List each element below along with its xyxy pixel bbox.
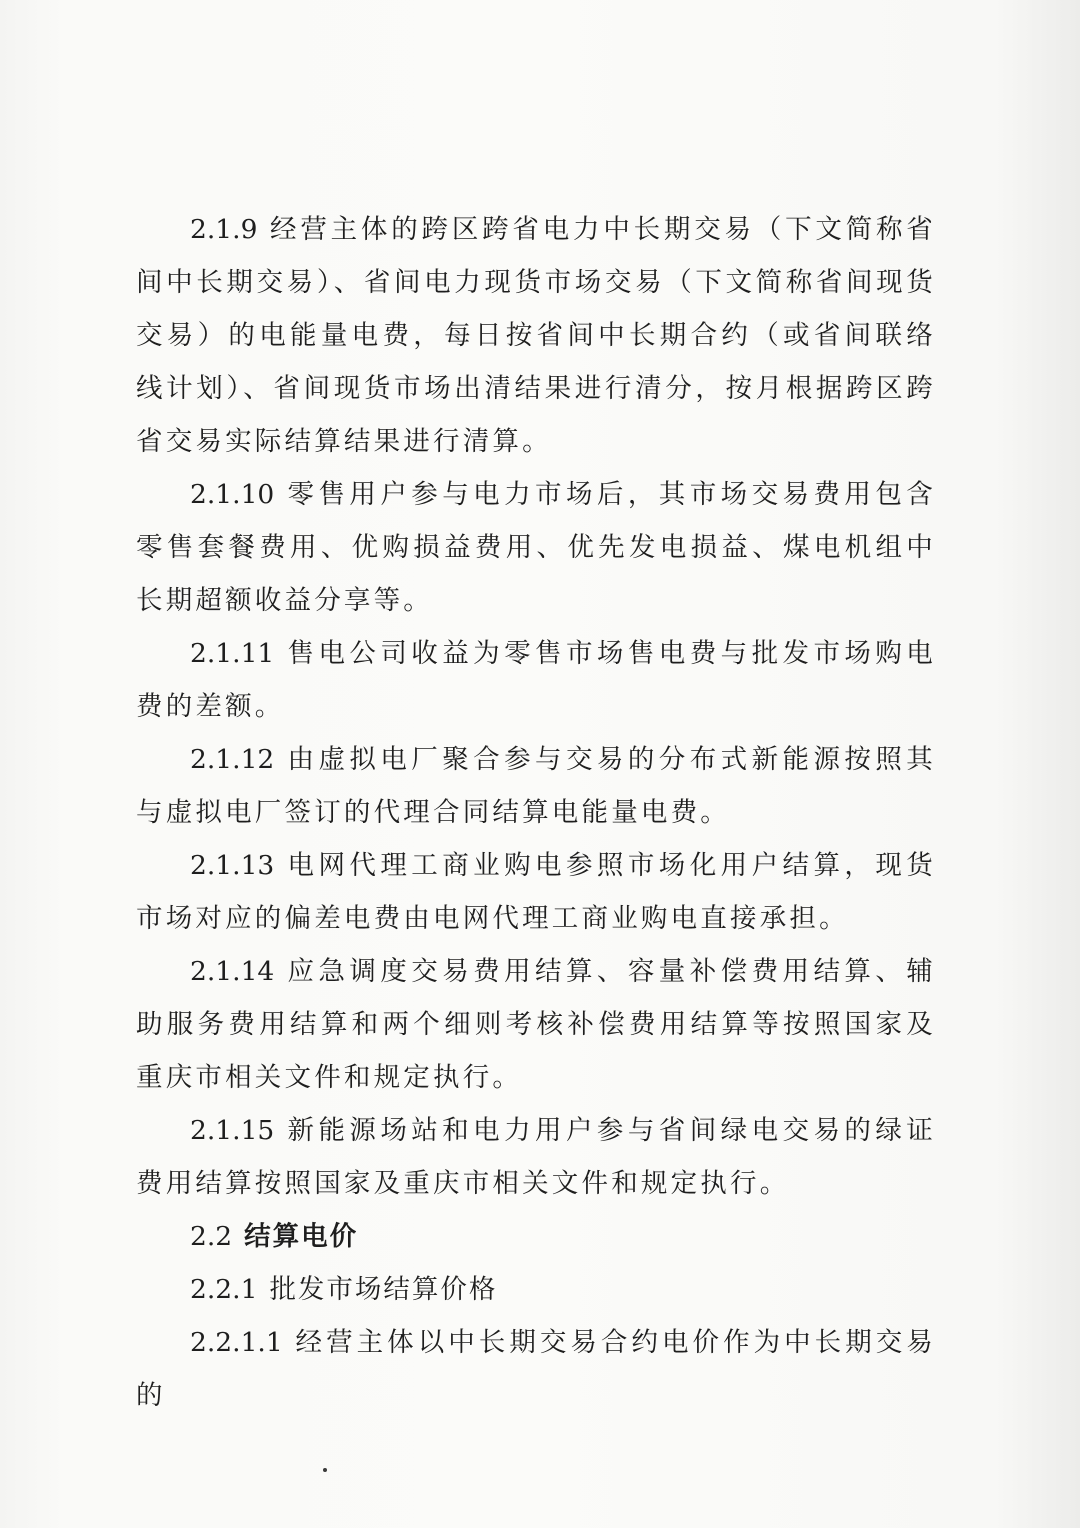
clause-2-1-10 xyxy=(136,468,936,627)
clause-number: 2.1.15 xyxy=(190,1115,275,1146)
clause-number: 2.1.9 xyxy=(190,214,258,245)
clause-number: 2.1.10 xyxy=(190,479,275,510)
clause-2-1-14 xyxy=(136,945,936,1104)
clause-text: 应急调度交易费用结算、容量补偿费用结算、辅助服务费用结算和两个细则考核补偿费用结算等按照国家及重庆市相关文件和规定执行。 xyxy=(136,956,936,1093)
clause-2-1-13 xyxy=(136,839,936,945)
clause-text: 经营主体的跨区跨省电力中长期交易（下文简称省间中长期交易）、省间电力现货市场交易（下文简称省间现货交易）的电能量电费，每日按省间中长期合约（或省间联络线计划）、省间现货市场出清结果进行清分，按月根据跨区跨省交易实际结算结果进行清算。 xyxy=(136,214,936,457)
clause-number: 2.1.11 xyxy=(190,638,275,669)
clause-number: 2.1.14 xyxy=(190,956,275,987)
clause-text: 零售用户参与电力市场后，其市场交易费用包含零售套餐费用、优购损益费用、优先发电损益、煤电机组中长期超额收益分享等。 xyxy=(136,479,936,616)
clause-text: 经营主体以中长期交易合约电价作为中长期交易的 xyxy=(136,1327,936,1411)
section-number: 2.2 xyxy=(190,1221,233,1252)
subsection-number: 2.2.1 xyxy=(190,1274,258,1305)
clause-text: 售电公司收益为零售市场售电费与批发市场购电费的差额。 xyxy=(136,638,936,722)
clause-text: 新能源场站和电力用户参与省间绿电交易的绿证费用结算按照国家及重庆市相关文件和规定执行。 xyxy=(136,1115,936,1199)
section-title: 结算电价 xyxy=(244,1221,359,1252)
clause-2-1-15 xyxy=(136,1104,936,1210)
section-heading xyxy=(136,1210,936,1263)
clause-2-1-9 xyxy=(136,203,936,468)
subsection-heading xyxy=(136,1263,936,1316)
scan-speck xyxy=(323,1468,327,1472)
clause-text: 由虚拟电厂聚合参与交易的分布式新能源按照其与虚拟电厂签订的代理合同结算电能量电费。 xyxy=(136,744,936,828)
clause-number: 2.2.1.1 xyxy=(190,1327,283,1358)
document-body xyxy=(136,203,936,1422)
clause-2-2-1-1 xyxy=(136,1316,936,1422)
subsection-title: 批发市场结算价格 xyxy=(269,1274,498,1305)
clause-number: 2.1.12 xyxy=(190,744,275,775)
clause-text: 电网代理工商业购电参照市场化用户结算，现货市场对应的偏差电费由电网代理工商业购电直接承担。 xyxy=(136,850,936,934)
clause-2-1-12 xyxy=(136,733,936,839)
clause-number: 2.1.13 xyxy=(190,850,275,881)
clause-2-1-11 xyxy=(136,627,936,733)
